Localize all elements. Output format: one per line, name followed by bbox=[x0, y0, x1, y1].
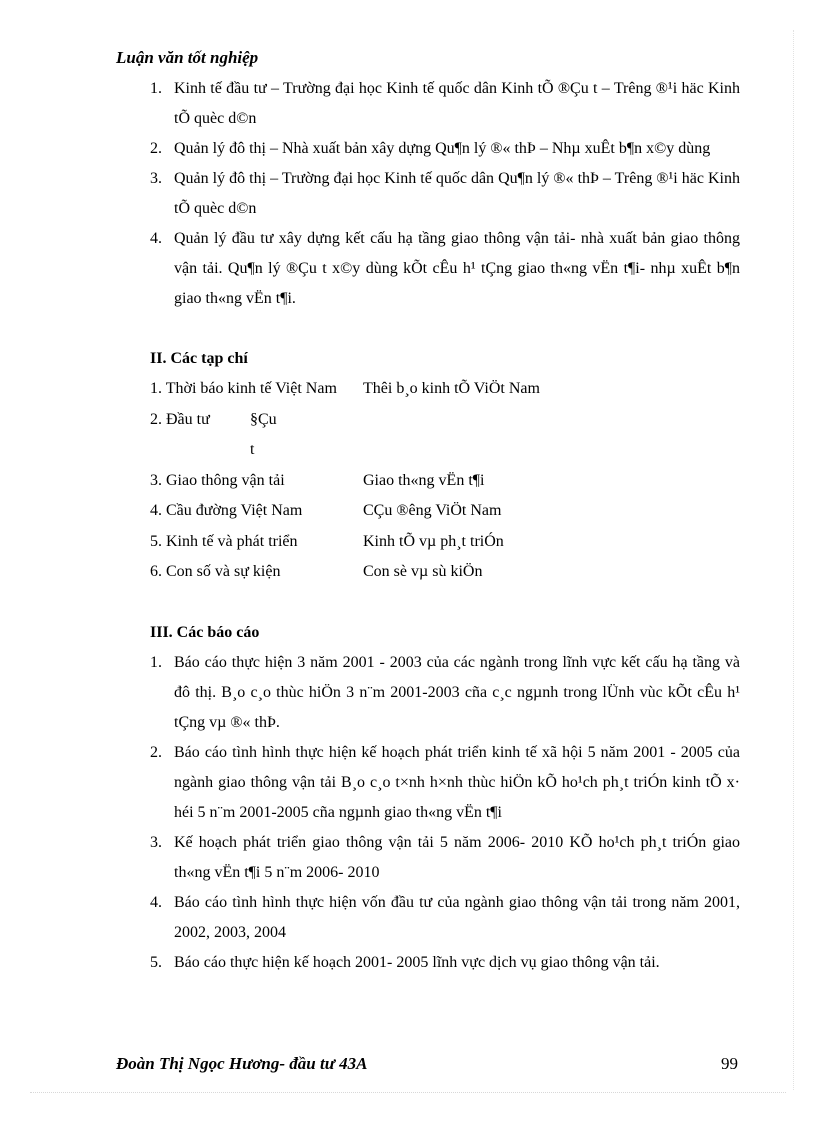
bottom-divider bbox=[30, 1092, 786, 1093]
item-number: 3. bbox=[150, 471, 162, 489]
report-item bbox=[150, 948, 740, 978]
header-title: Luận văn tốt nghiệp bbox=[116, 48, 259, 67]
footer-author: Đoàn Thị Ngọc Hương- đầu tư 43A bbox=[116, 1054, 368, 1073]
item-text: Kinh tế đầu tư – Trường đại học Kinh tế quốc dân Kinh tÕ ®Çu t – Trêng ®¹i häc Kinh tÕ quèc d©n bbox=[174, 80, 740, 127]
report-list bbox=[150, 648, 740, 978]
item-number: 1. bbox=[150, 80, 162, 97]
reports-heading: III. Các báo cáo bbox=[150, 623, 260, 641]
item-number: 6. bbox=[150, 563, 162, 580]
item-number: 4. bbox=[150, 502, 162, 519]
item-text: Báo cáo thực hiện 3 năm 2001 - 2003 của các ngành trong lĩnh vực kết cấu hạ tầng và đô thị. B¸o c¸o thùc hiÖn 3 n¨m 2001-2003 cña c¸c ngµnh trong lÜnh vùc kÕt cÊu h¹ tÇng vµ ®« thÞ. bbox=[174, 653, 740, 731]
journal-list bbox=[150, 374, 740, 588]
journal-title: Con số và sự kiện bbox=[166, 563, 281, 580]
item-number: 4. bbox=[150, 893, 162, 911]
journal-title-legacy: Kinh tÕ vµ ph¸t triÓn bbox=[363, 532, 504, 550]
reference-item bbox=[150, 224, 740, 314]
journal-title-legacy: Giao th«ng vËn t¶i bbox=[363, 471, 485, 489]
item-number: 5. bbox=[150, 953, 162, 971]
journal-title-legacy: CÇu ®êng ViÖt Nam bbox=[363, 502, 502, 519]
journal-title: Thời báo kinh tế Việt Nam bbox=[165, 380, 337, 397]
journal-item bbox=[150, 527, 740, 558]
item-number: 5. bbox=[150, 532, 162, 550]
journal-item bbox=[150, 374, 740, 405]
journal-title: Giao thông vận tải bbox=[166, 471, 285, 489]
item-text: Báo cáo tình hình thực hiện vốn đầu tư của ngành giao thông vận tải trong năm 2001, 2002, 2003, 2004 bbox=[174, 893, 740, 941]
item-number: 1. bbox=[150, 653, 162, 671]
item-text: Báo cáo thực hiện kế hoạch 2001- 2005 lĩnh vực dịch vụ giao thông vận tải. bbox=[174, 953, 660, 971]
journal-title-legacy: Thêi b¸o kinh tÕ ViÖt Nam bbox=[363, 380, 540, 397]
journal-title: Đầu tư bbox=[166, 410, 210, 428]
journals-heading: II. Các tạp chí bbox=[150, 350, 248, 367]
report-item bbox=[150, 888, 740, 948]
right-divider bbox=[793, 30, 794, 1090]
journal-item bbox=[150, 466, 740, 497]
item-text: Báo cáo tình hình thực hiện kế hoạch phát triển kinh tế xã hội 5 năm 2001 - 2005 của ngành giao thông vận tải B¸o c¸o t×nh h×nh thùc hiÖn kÕ ho¹ch ph¸t triÓn kinh tÕ x· héi 5 n¨m 2001-2005 cña ngµnh giao th«ng vËn t¶i bbox=[174, 743, 740, 821]
reference-item bbox=[150, 74, 740, 134]
reference-item bbox=[150, 164, 740, 224]
report-item bbox=[150, 828, 740, 888]
item-text: Quản lý đầu tư xây dựng kết cấu hạ tầng giao thông vận tải- nhà xuất bản giao thông vận tải. Qu¶n lý ®Çu t x©y dùng kÕt cÊu h¹ tÇng giao th«ng vËn t¶i- nhµ xuÊt b¶n giao th«ng vËn t¶i. bbox=[174, 230, 740, 307]
journal-item bbox=[150, 557, 740, 588]
journal-title-legacy: Con sè vµ sù kiÖn bbox=[363, 563, 483, 580]
journal-title: Cầu đường Việt Nam bbox=[166, 502, 303, 519]
journal-title: Kinh tế và phát triển bbox=[166, 532, 298, 550]
item-text: Quản lý đô thị – Nhà xuất bản xây dựng Qu¶n lý ®« thÞ – Nhµ xuÊt b¶n x©y dùng bbox=[174, 140, 711, 157]
item-number: 3. bbox=[150, 833, 162, 851]
journal-title-legacy: §Çu t bbox=[250, 410, 277, 458]
item-text: Quản lý đô thị – Trường đại học Kinh tế quốc dân Qu¶n lý ®« thÞ – Trêng ®¹i häc Kinh tÕ quèc d©n bbox=[174, 170, 740, 217]
item-number: 4. bbox=[150, 230, 162, 247]
item-number: 2. bbox=[150, 410, 162, 428]
report-item bbox=[150, 648, 740, 738]
item-text: Kế hoạch phát triển giao thông vận tải 5 năm 2006- 2010 KÕ ho¹ch ph¸t triÓn giao th«ng vËn t¶i 5 n¨m 2006- 2010 bbox=[174, 833, 740, 881]
page-content bbox=[150, 74, 740, 978]
page-number: 99 bbox=[721, 1054, 738, 1073]
reference-item bbox=[150, 134, 740, 164]
item-number: 3. bbox=[150, 170, 162, 187]
report-item bbox=[150, 738, 740, 828]
journal-item bbox=[150, 496, 740, 527]
item-number: 2. bbox=[150, 743, 162, 761]
page-footer bbox=[116, 1054, 738, 1076]
item-number: 2. bbox=[150, 140, 162, 157]
journal-item bbox=[150, 405, 740, 466]
item-number: 1. bbox=[150, 380, 162, 397]
reference-list bbox=[150, 74, 740, 314]
